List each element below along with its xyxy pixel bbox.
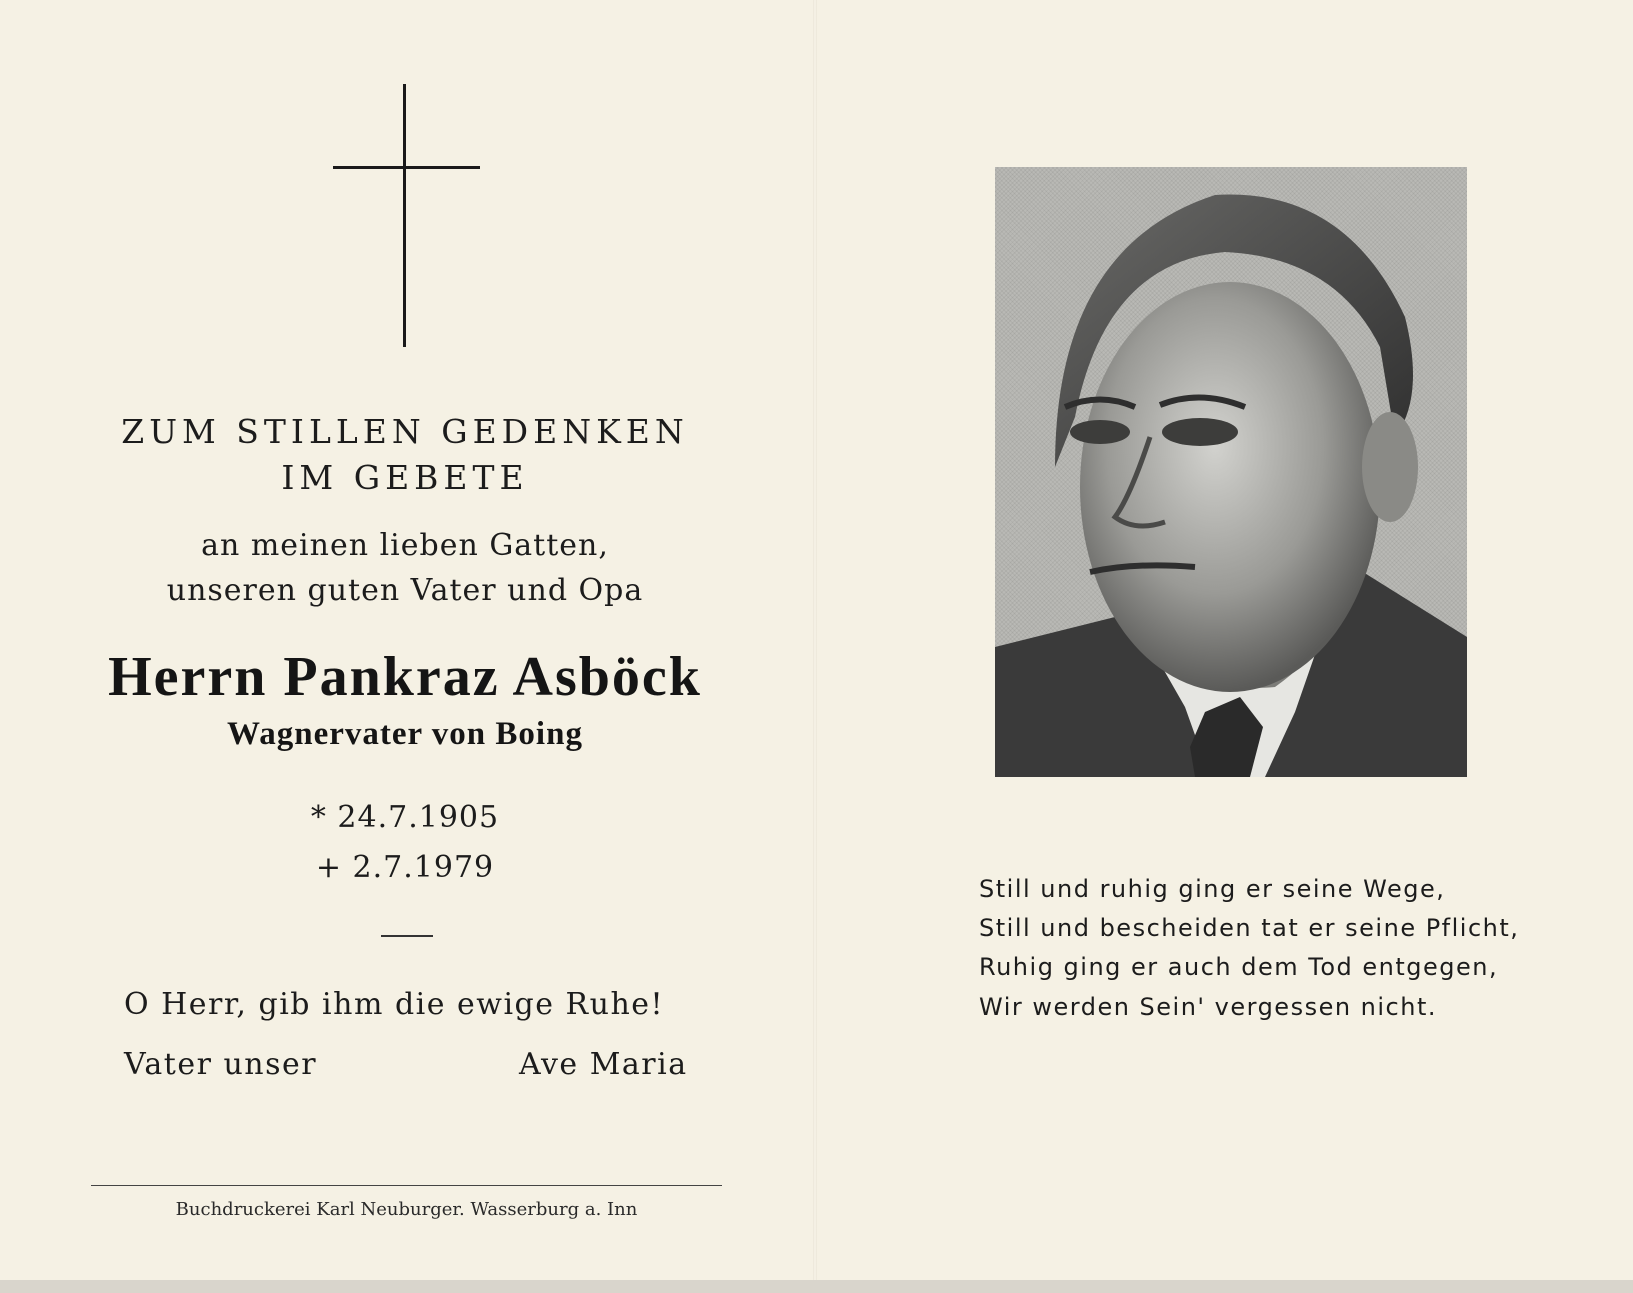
prayer-vater-unser: Vater unser <box>124 1047 318 1082</box>
poem-line-2: Still und bescheiden tat er seine Pflicht, <box>979 914 1520 942</box>
printer-divider <box>91 1185 722 1186</box>
death-date: + 2.7.1979 <box>315 850 495 885</box>
poem-line-4: Wir werden Sein' vergessen nicht. <box>979 993 1438 1021</box>
divider <box>381 935 433 937</box>
portrait-illustration <box>995 167 1467 777</box>
dedication-line-2: unseren guten Vater und Opa <box>166 573 644 608</box>
deceased-name: Herrn Pankraz Asböck <box>108 646 702 708</box>
heading-line-1: ZUM STILLEN GEDENKEN <box>121 412 689 451</box>
deceased-title: Wagnervater von Boing <box>227 716 583 752</box>
poem-line-3: Ruhig ging er auch dem Tod entgegen, <box>979 953 1499 981</box>
scan-background-strip <box>0 1280 1633 1293</box>
prayer-ave-maria: Ave Maria <box>519 1047 688 1082</box>
cross-icon-horizontal <box>333 166 480 169</box>
printer-credit: Buchdruckerei Karl Neuburger. Wasserburg a. Inn <box>175 1199 638 1220</box>
left-page <box>0 0 813 1280</box>
right-page <box>817 0 1633 1280</box>
portrait-photo <box>995 167 1467 777</box>
prayer-line: O Herr, gib ihm die ewige Ruhe! <box>124 987 665 1022</box>
dedication-line-1: an meinen lieben Gatten, <box>201 528 609 563</box>
birth-date: * 24.7.1905 <box>310 800 500 835</box>
poem-line-1: Still und ruhig ging er seine Wege, <box>979 875 1446 903</box>
heading-line-2: IM GEBETE <box>281 458 529 497</box>
cross-icon-vertical <box>403 84 406 347</box>
